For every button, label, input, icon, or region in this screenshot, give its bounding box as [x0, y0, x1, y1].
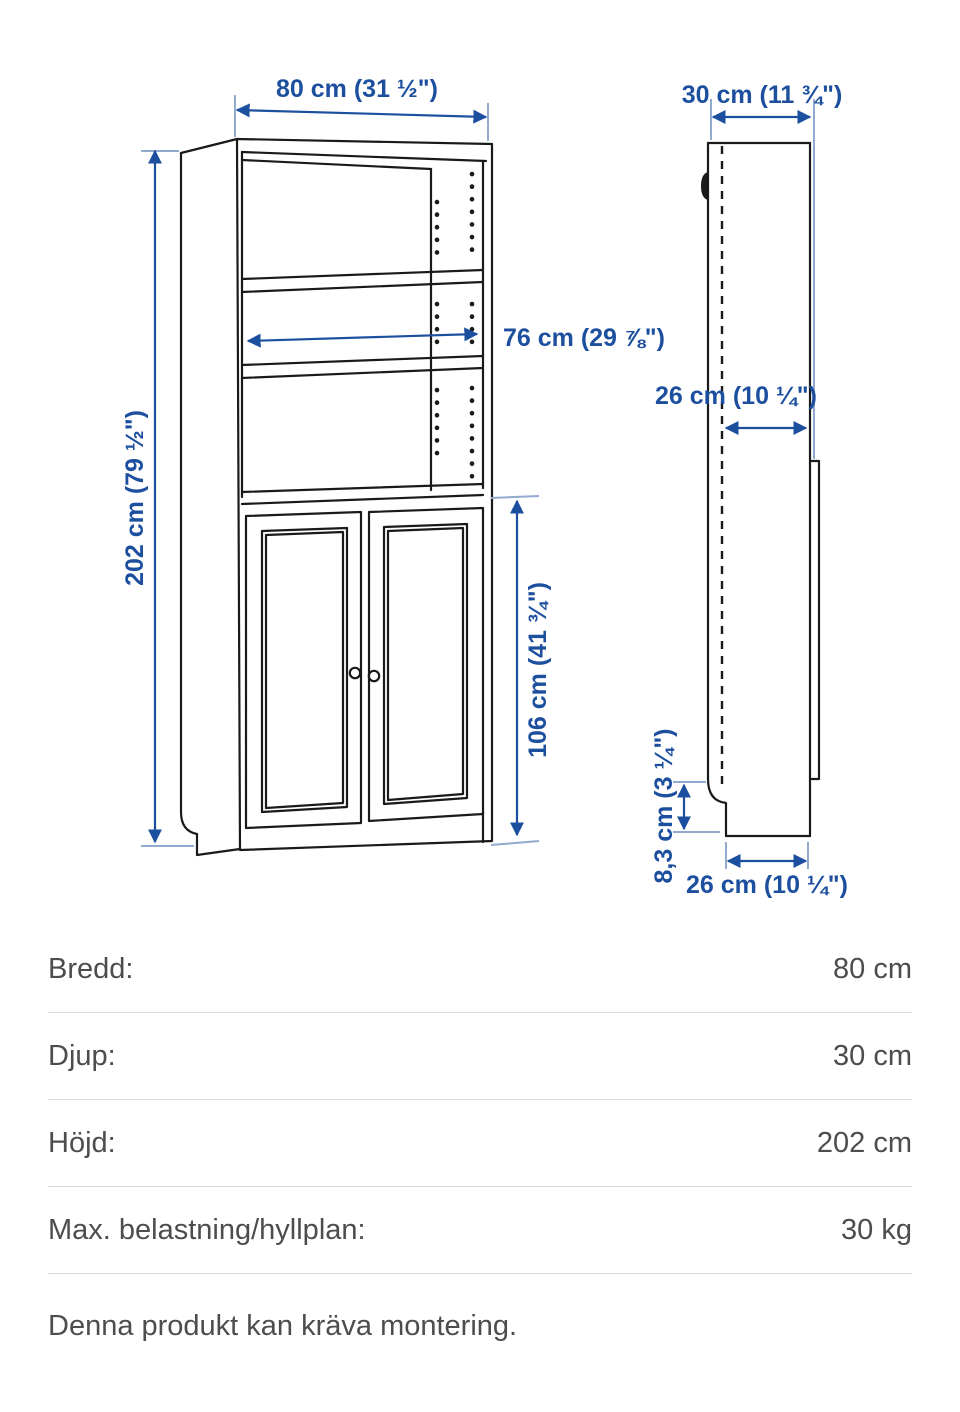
spec-value: 30 cm — [833, 1039, 912, 1072]
spec-value: 202 cm — [816, 1126, 912, 1159]
left-door-knob — [350, 668, 360, 678]
interior-depth-label: 26 cm (10 ¼") — [655, 382, 817, 410]
door-height-label: 106 cm (41 ¾") — [524, 582, 552, 758]
spec-row-hojd — [48, 1100, 912, 1187]
side-view-drawing — [650, 81, 848, 899]
front-width-label: 80 cm (31 ½") — [276, 75, 438, 103]
measurement-table — [48, 926, 912, 1274]
spec-label: Djup: — [48, 1039, 116, 1072]
right-door-knob — [369, 671, 379, 681]
base-depth-label: 26 cm (10 ¼") — [686, 871, 848, 899]
peg-holes — [437, 174, 472, 477]
interior-width-label: 76 cm (29 ⅞") — [503, 324, 665, 352]
spec-row-bredd — [48, 926, 912, 1013]
spec-label: Max. belastning/hyllplan: — [48, 1213, 366, 1246]
spec-label: Höjd: — [48, 1126, 116, 1159]
cabinet-doors — [246, 508, 483, 828]
front-height-label: 202 cm (79 ½") — [121, 410, 149, 586]
plinth-height-label: 8,3 cm (3 ¼") — [650, 728, 678, 884]
side-depth-label: 30 cm (11 ¾") — [681, 81, 843, 109]
assembly-note: Denna produkt kan kräva montering. — [48, 1310, 518, 1342]
spec-value: 30 kg — [841, 1213, 912, 1246]
spec-label: Bredd: — [48, 952, 134, 985]
spec-row-max-belastning — [48, 1187, 912, 1274]
spec-value: 80 cm — [833, 952, 912, 985]
front-view-drawing — [121, 75, 665, 855]
spec-row-djup — [48, 1013, 912, 1100]
wall-fitting-mark — [701, 172, 708, 200]
